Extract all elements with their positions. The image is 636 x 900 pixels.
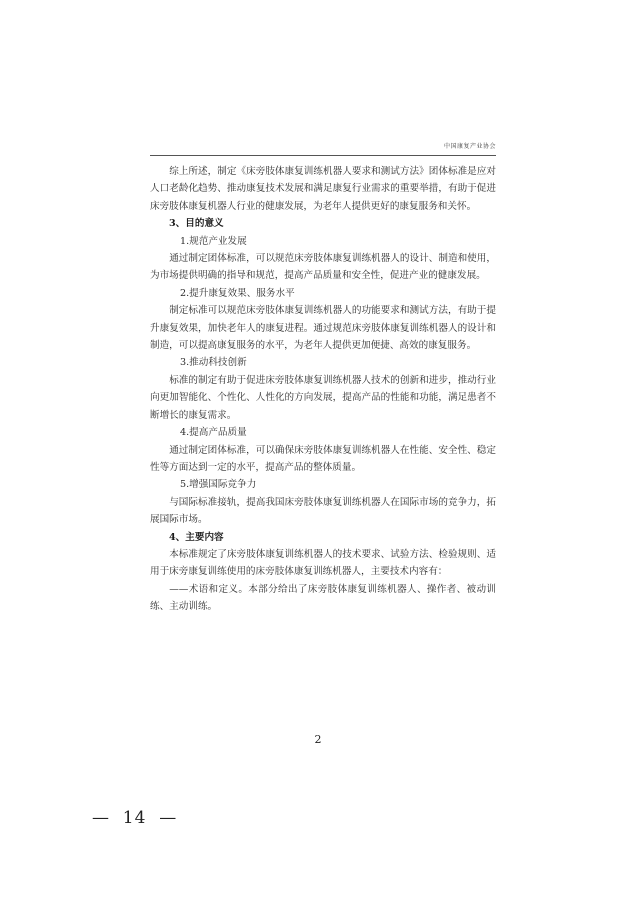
header-rule [150, 155, 496, 156]
paragraph-rehab-effect: 制定标准可以规范床旁肢体康复训练机器人的功能要求和测试方法，有助于提升康复效果，加快老年人的康复进程。通过规范床旁肢体康复训练机器人的设计和制造，可以提高康复服务的水平，为老年人提供更加便捷、高效的康复服务。 [150, 305, 496, 352]
footer-page-number: — 14 — [92, 808, 178, 828]
subheading-competitiveness: 5.增强国际竞争力 [180, 479, 257, 491]
subheading-industry: 1.规范产业发展 [180, 235, 247, 247]
paragraph-competitiveness: 与国际标准接轨，提高我国床旁肢体康复训练机器人在国际市场的竞争力，拓展国际市场。 [150, 496, 496, 526]
paragraph-quality: 通过制定团体标准，可以确保床旁肢体康复训练机器人在性能、安全性、稳定性等方面达到一定的水平，提高产品的整体质量。 [150, 444, 496, 473]
paragraph-innovation: 标准的制定有助于促进床旁肢体康复训练机器人技术的创新和进步，推动行业向更加智能化、个性化、人性化的方向发展，提高产品的性能和功能，满足患者不断增长的康复需求。 [150, 374, 496, 421]
paragraph-industry: 通过制定团体标准，可以规范床旁肢体康复训练机器人的设计、制造和使用，为市场提供明确的指导和规范，提高产品质量和安全性，促进产业的健康发展。 [150, 253, 496, 282]
document-body [150, 163, 496, 616]
page-number: 2 [314, 733, 322, 746]
section-heading-content: 4、主要内容 [169, 531, 224, 543]
paragraph-main-content: 本标准规定了床旁肢体康复训练机器人的技术要求、试验方法、检验规则、适用于床旁康复训练使用的床旁肢体康复训练机器人，主要技术内容有： [150, 548, 496, 578]
subheading-quality: 4.提高产品质量 [180, 427, 247, 439]
subheading-innovation: 3.推动科技创新 [180, 357, 247, 369]
summary-paragraph: 综上所述，制定《床旁肢体康复训练机器人要求和测试方法》团体标准是应对人口老龄化趋势、推动康复技术发展和满足康复行业需求的重要举措，有助于促进床旁肢体康复机器人行业的健康发展，为老年人提供更好的康复服务和关怀。 [150, 166, 496, 212]
paragraph-terms: ——术语和定义。本部分给出了床旁肢体康复训练机器人、操作者、被动训练、主动训练。 [150, 583, 496, 613]
running-header: 中国康复产业协会 [443, 143, 496, 150]
section-heading-purpose: 3、目的意义 [169, 218, 224, 230]
subheading-rehab-effect: 2.提升康复效果、服务水平 [180, 287, 295, 299]
